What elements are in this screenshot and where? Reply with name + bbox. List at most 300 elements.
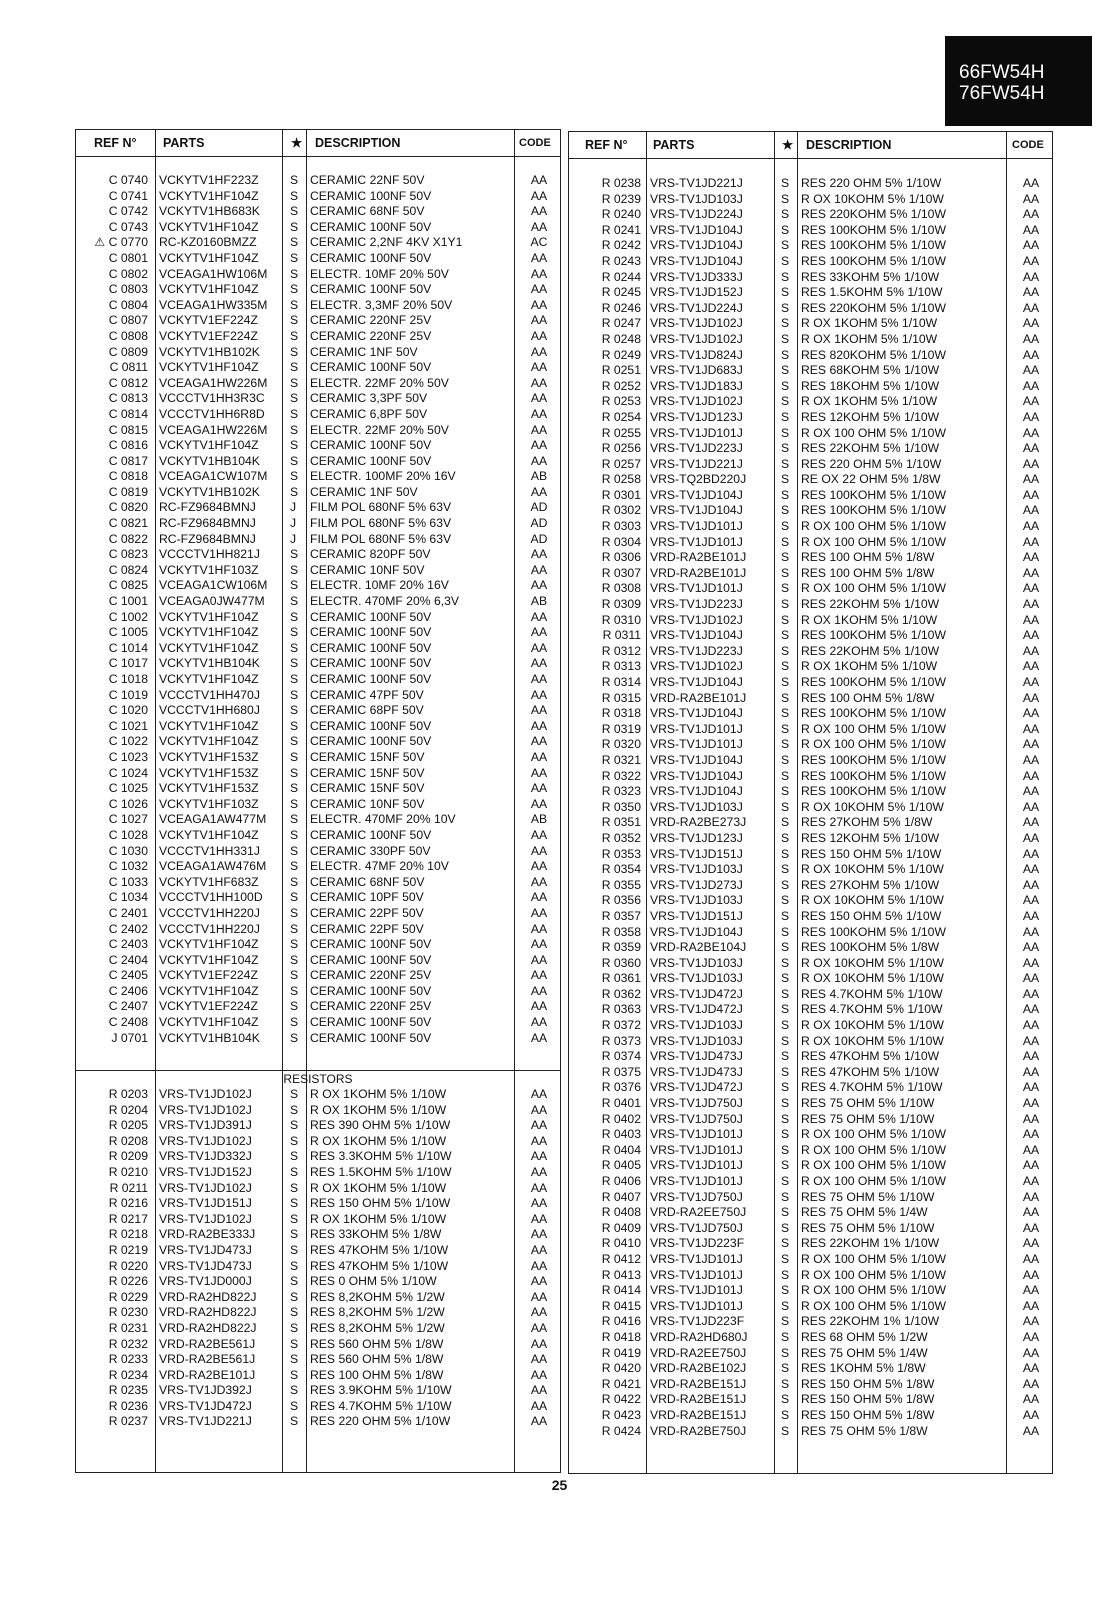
description-cell: RES 100KOHM 5% 1/8W <box>801 940 940 955</box>
part-cell: VRS-TV1JD152J <box>159 1164 252 1179</box>
star-cell: S <box>781 565 790 580</box>
code-cell: AA <box>1022 628 1040 643</box>
part-cell: VRD-RA2BE750J <box>650 1423 747 1438</box>
table-row <box>76 1087 560 1103</box>
code-cell: AA <box>530 188 548 203</box>
table-row <box>76 1134 560 1150</box>
star-cell: S <box>781 1174 790 1188</box>
table-row <box>76 656 560 672</box>
code-cell: AA <box>1022 643 1040 658</box>
star-cell: S <box>781 1407 790 1422</box>
part-cell: VRS-TV1JD223J <box>650 441 743 456</box>
part-cell: VRS-TV1JD102J <box>650 394 743 409</box>
star-cell: S <box>781 1080 790 1095</box>
part-cell: VRD-RA2BE333J <box>159 1227 256 1242</box>
table-row <box>569 1424 1052 1440</box>
description-cell: R OX 100 OHM 5% 1/10W <box>801 534 946 549</box>
part-cell: VCKYTV1EF224Z <box>159 999 258 1014</box>
part-cell: VRD-RA2HD822J <box>159 1320 257 1335</box>
ref-cell: R 0362 <box>601 986 641 1001</box>
code-cell: AA <box>1022 1111 1040 1126</box>
table-row <box>76 797 560 813</box>
code-cell: AA <box>530 937 548 952</box>
part-cell: VRD-RA2BE151J <box>650 1407 747 1422</box>
ref-cell: R 0350 <box>601 799 641 814</box>
part-cell: VRD-RA2HD680J <box>650 1329 748 1344</box>
star-cell: S <box>781 331 790 346</box>
table-row <box>569 1392 1052 1408</box>
ref-cell: C 1028 <box>108 827 148 842</box>
table-row <box>569 316 1052 332</box>
part-cell: VRS-TV1JD472J <box>650 1080 743 1095</box>
ref-cell: R 0218 <box>108 1227 148 1242</box>
code-cell: AA <box>1022 955 1040 970</box>
table-row <box>76 953 560 969</box>
code-cell: AA <box>1022 441 1040 456</box>
description-cell: RES 100KOHM 5% 1/10W <box>801 675 946 689</box>
code-cell: AA <box>1022 363 1040 378</box>
star-cell: S <box>781 238 790 253</box>
code-cell: AA <box>1022 207 1040 222</box>
description-cell: RES 4.7KOHM 5% 1/10W <box>310 1398 452 1413</box>
description-cell: RES 8,2KOHM 5% 1/2W <box>310 1289 445 1304</box>
code-cell: AA <box>530 1196 548 1211</box>
ref-cell: R 0253 <box>601 394 641 409</box>
star-cell: S <box>290 890 299 905</box>
code-cell: AA <box>1022 690 1040 705</box>
ref-cell: R 0255 <box>601 425 641 440</box>
ref-cell: R 0239 <box>601 191 641 206</box>
description-cell: CERAMIC 6,8PF 50V <box>310 406 428 421</box>
ref-cell: C 0811 <box>109 360 148 375</box>
table-row <box>569 519 1052 535</box>
star-cell: S <box>290 640 299 655</box>
ref-cell: R 0374 <box>601 1049 641 1064</box>
star-cell: S <box>781 1298 790 1313</box>
ref-cell: R 0321 <box>601 752 641 767</box>
table-row <box>76 251 560 267</box>
description-cell: RES 1.5KOHM 5% 1/10W <box>801 285 943 300</box>
ref-cell: R 0319 <box>601 721 641 736</box>
code-cell: AA <box>530 718 548 733</box>
ref-cell: R 0237 <box>108 1414 148 1429</box>
code-cell: AA <box>530 328 548 343</box>
star-cell: S <box>781 1189 790 1204</box>
description-cell: R OX 10KOHM 5% 1/10W <box>801 191 944 206</box>
table-row <box>76 407 560 423</box>
code-cell: AA <box>1022 269 1040 284</box>
part-cell: VRS-TV1JD101J <box>650 1174 743 1188</box>
ref-cell: R 0226 <box>108 1274 148 1289</box>
table-row <box>76 1181 560 1197</box>
description-cell: RES 150 OHM 5% 1/8W <box>801 1407 935 1422</box>
header-description: DESCRIPTION <box>806 138 892 152</box>
code-cell: AA <box>1022 1314 1040 1329</box>
ref-cell: R 0311 <box>602 628 641 643</box>
part-cell: VRS-TV1JD104J <box>650 706 743 721</box>
code-cell: AA <box>1022 238 1040 253</box>
description-cell: CERAMIC 100NF 50V <box>310 453 432 468</box>
star-cell: S <box>290 1030 299 1045</box>
table-row <box>569 1034 1052 1050</box>
part-cell: VCKYTV1EF224Z <box>159 328 258 343</box>
part-cell: VCKYTV1HF104Z <box>159 672 259 686</box>
table-row <box>76 641 560 657</box>
part-cell: VRS-TV1JD101J <box>650 425 743 440</box>
part-cell: VCCCTV1HH220J <box>159 921 260 936</box>
code-cell: AA <box>1022 830 1040 845</box>
ref-cell: R 0236 <box>108 1398 148 1413</box>
table-row <box>76 1149 560 1165</box>
code-cell: AA <box>1022 378 1040 393</box>
star-cell: S <box>290 344 299 359</box>
table-row <box>76 922 560 938</box>
description-cell: R OX 1KOHM 5% 1/10W <box>310 1087 447 1101</box>
header-star: ★ <box>782 138 794 152</box>
code-cell: AA <box>530 1383 548 1398</box>
ref-cell: R 0422 <box>601 1392 641 1407</box>
description-cell: R OX 100 OHM 5% 1/10W <box>801 721 946 736</box>
description-cell: RES 220KOHM 5% 1/10W <box>801 207 946 222</box>
table-row <box>76 999 560 1015</box>
header-ref: REF N° <box>585 138 628 152</box>
part-cell: VRS-TV1JD103J <box>650 799 743 814</box>
part-cell: VRS-TV1JD750J <box>650 1096 743 1111</box>
code-cell: AA <box>1022 1376 1040 1391</box>
star-cell: J <box>290 500 297 515</box>
table-row <box>76 532 560 548</box>
table-row <box>569 1096 1052 1112</box>
description-cell: RES 8,2KOHM 5% 1/2W <box>310 1320 445 1335</box>
part-cell: VRD-RA2BE151J <box>650 1392 747 1407</box>
star-cell: S <box>781 394 790 409</box>
part-cell: VRS-TV1JD101J <box>650 1142 743 1157</box>
code-cell: AA <box>1022 581 1040 596</box>
part-cell: VRS-TV1JD473J <box>650 1064 743 1079</box>
star-cell: S <box>781 176 790 190</box>
code-cell: AA <box>1022 1080 1040 1095</box>
description-cell: R OX 100 OHM 5% 1/10W <box>801 519 946 534</box>
part-cell: VRD-RA2EE750J <box>650 1345 747 1360</box>
star-cell: S <box>781 862 790 877</box>
description-cell: R OX 100 OHM 5% 1/10W <box>801 1158 946 1173</box>
description-cell: R OX 10KOHM 5% 1/10W <box>801 799 944 814</box>
code-cell: AA <box>1022 877 1040 892</box>
part-cell: VCKYTV1HF104Z <box>159 827 259 842</box>
ref-cell: R 0243 <box>601 253 641 268</box>
ref-cell: R 0210 <box>108 1164 148 1179</box>
code-cell: AA <box>1022 1361 1040 1376</box>
ref-cell: R 0375 <box>601 1064 641 1079</box>
star-cell: S <box>781 940 790 955</box>
ref-cell: R 0310 <box>601 612 641 627</box>
code-cell: AA <box>1022 285 1040 300</box>
description-cell: RES 150 OHM 5% 1/8W <box>801 1376 935 1391</box>
part-cell: VRS-TV1JD101J <box>650 721 743 736</box>
table-row <box>569 254 1052 270</box>
part-cell: RC-FZ9684BMNJ <box>159 516 256 531</box>
table-row <box>569 1283 1052 1299</box>
description-cell: ELECTR. 470MF 20% 6,3V <box>310 594 460 609</box>
description-cell: CERAMIC 100NF 50V <box>310 952 432 967</box>
star-cell: S <box>781 1423 790 1438</box>
star-cell: S <box>781 690 790 705</box>
ref-cell: R 0247 <box>601 316 641 331</box>
description-cell: RES 560 OHM 5% 1/8W <box>310 1352 444 1367</box>
part-cell: RC-FZ9684BMNJ <box>159 531 256 546</box>
part-cell: VRS-TV1JD104J <box>650 628 743 643</box>
code-cell: AD <box>530 516 548 531</box>
table-row <box>569 238 1052 254</box>
code-cell: AA <box>1022 316 1040 331</box>
star-cell: S <box>781 534 790 549</box>
ref-cell: R 0361 <box>601 971 641 986</box>
star-cell: S <box>781 1376 790 1391</box>
code-cell: AA <box>1022 1142 1040 1157</box>
description-cell: RES 150 OHM 5% 1/10W <box>801 908 942 923</box>
part-cell: VRS-TV1JD221J <box>650 456 743 471</box>
code-cell: AA <box>530 453 548 468</box>
star-cell: S <box>781 207 790 222</box>
description-cell: RES 75 OHM 5% 1/4W <box>801 1205 928 1220</box>
part-cell: VCKYTV1HF104Z <box>159 1015 259 1030</box>
ref-cell: R 0405 <box>601 1158 641 1173</box>
description-cell: R OX 100 OHM 5% 1/10W <box>801 1127 946 1142</box>
table-row <box>569 270 1052 286</box>
ref-cell: R 0322 <box>601 768 641 783</box>
code-cell: AA <box>530 874 548 889</box>
ref-cell: C 2403 <box>108 937 148 952</box>
star-cell: S <box>781 924 790 939</box>
star-cell: S <box>781 1392 790 1407</box>
ref-cell: R 0244 <box>601 269 641 284</box>
code-cell: AA <box>1022 1251 1040 1266</box>
description-cell: CERAMIC 15NF 50V <box>310 765 425 780</box>
ref-cell: C 1022 <box>108 734 148 749</box>
part-cell: VCKYTV1HF104Z <box>159 188 259 203</box>
table-row <box>569 1018 1052 1034</box>
description-cell: RES 68KOHM 5% 1/10W <box>801 363 940 378</box>
description-cell: RES 100KOHM 5% 1/10W <box>801 503 946 518</box>
part-cell: VRS-TV1JD104J <box>650 784 743 799</box>
table-row <box>569 784 1052 800</box>
code-cell: AA <box>1022 425 1040 440</box>
code-cell: AA <box>530 921 548 936</box>
ref-cell: R 0204 <box>108 1102 148 1117</box>
description-cell: R OX 1KOHM 5% 1/10W <box>310 1211 447 1226</box>
code-cell: AA <box>530 547 548 562</box>
part-cell: VRS-TV1JD102J <box>159 1180 252 1195</box>
code-cell: AA <box>530 1352 548 1367</box>
star-cell: S <box>290 734 299 749</box>
ref-cell: R 0423 <box>601 1407 641 1422</box>
star-cell: S <box>290 594 299 609</box>
table-row <box>76 672 560 688</box>
ref-cell: R 0419 <box>601 1345 641 1360</box>
star-cell: S <box>781 581 790 596</box>
part-cell: VCKYTV1HF104Z <box>159 952 259 967</box>
code-cell: AA <box>1022 1096 1040 1111</box>
ref-cell: C 1030 <box>108 843 148 858</box>
description-cell: ELECTR. 3,3MF 20% 50V <box>310 297 453 312</box>
code-cell: AA <box>530 625 548 640</box>
table-row <box>76 1399 560 1415</box>
code-cell: AA <box>530 438 548 453</box>
star-cell: S <box>781 1127 790 1142</box>
part-cell: VRS-TV1JD224J <box>650 207 743 222</box>
description-cell: RES 75 OHM 5% 1/10W <box>801 1111 935 1126</box>
ref-cell: C 2407 <box>108 999 148 1014</box>
description-cell: R OX 100 OHM 5% 1/10W <box>801 1174 946 1188</box>
part-cell: VCEAGA1CW107M <box>159 469 268 484</box>
ref-cell: R 0254 <box>601 409 641 424</box>
description-cell: RES 100KOHM 5% 1/10W <box>801 253 946 268</box>
ref-cell: C 0824 <box>108 562 148 577</box>
star-cell: S <box>781 768 790 783</box>
description-cell: CERAMIC 100NF 50V <box>310 188 432 203</box>
description-cell: RES 820KOHM 5% 1/10W <box>801 347 946 362</box>
part-cell: VCKYTV1HF104Z <box>159 219 259 234</box>
code-cell: AA <box>1022 550 1040 565</box>
code-cell: AA <box>530 484 548 499</box>
table-row <box>76 1118 560 1134</box>
code-cell: AA <box>1022 503 1040 518</box>
description-cell: CERAMIC 100NF 50V <box>310 734 432 749</box>
description-cell: ELECTR. 10MF 20% 50V <box>310 266 449 281</box>
part-cell: VRS-TV1JD000J <box>159 1274 252 1289</box>
description-cell: ELECTR. 100MF 20% 16V <box>310 469 456 484</box>
table-row <box>569 1221 1052 1237</box>
ref-cell: R 0416 <box>601 1314 641 1329</box>
star-cell: S <box>290 1149 299 1164</box>
description-cell: R OX 100 OHM 5% 1/10W <box>801 1298 946 1313</box>
star-cell: S <box>290 765 299 780</box>
description-cell: RES 22KOHM 5% 1/10W <box>801 643 940 658</box>
ref-cell: R 0203 <box>108 1087 148 1101</box>
table-row <box>569 1205 1052 1221</box>
code-cell: AA <box>1022 1049 1040 1064</box>
star-cell: S <box>781 1283 790 1298</box>
table-row <box>76 1337 560 1353</box>
star-cell: S <box>290 796 299 811</box>
part-cell: VCKYTV1HF153Z <box>159 781 259 796</box>
table-row <box>569 1330 1052 1346</box>
header-code: CODE <box>519 137 551 149</box>
code-cell: AA <box>530 640 548 655</box>
code-cell: AA <box>1022 721 1040 736</box>
table-row <box>76 578 560 594</box>
star-cell: S <box>290 1087 299 1101</box>
description-cell: RES 100KOHM 5% 1/10W <box>801 768 946 783</box>
table-row <box>76 220 560 236</box>
code-cell: AB <box>530 812 548 827</box>
code-cell: AA <box>1022 737 1040 752</box>
part-cell: VRS-TV1JD473J <box>159 1242 252 1257</box>
header-star: ★ <box>291 136 303 150</box>
code-cell: AA <box>530 297 548 312</box>
description-cell: RES 220 OHM 5% 1/10W <box>310 1414 451 1429</box>
part-cell: VRS-TV1JD332J <box>159 1149 252 1164</box>
part-cell: VRS-TV1JD123J <box>650 830 743 845</box>
part-cell: VRS-TV1JD151J <box>650 908 743 923</box>
description-cell: RES 27KOHM 5% 1/10W <box>801 877 940 892</box>
part-cell: VRS-TV1JD101J <box>650 519 743 534</box>
table-row <box>76 1103 560 1119</box>
star-cell: S <box>781 253 790 268</box>
part-cell: VCEAGA1AW476M <box>159 859 267 874</box>
star-cell: S <box>290 874 299 889</box>
code-cell: AA <box>1022 1002 1040 1017</box>
code-cell: AA <box>530 562 548 577</box>
code-cell: AA <box>530 843 548 858</box>
code-cell: AA <box>1022 1127 1040 1142</box>
ref-cell: R 0306 <box>601 550 641 565</box>
description-cell: RES 100KOHM 5% 1/10W <box>801 628 946 643</box>
description-cell: R OX 100 OHM 5% 1/10W <box>801 581 946 596</box>
description-cell: RES 47KOHM 5% 1/10W <box>801 1064 940 1079</box>
part-cell: VRS-TV1JD221J <box>159 1414 252 1429</box>
part-cell: VRD-RA2HD822J <box>159 1305 257 1320</box>
star-cell: S <box>781 519 790 534</box>
code-cell: AA <box>530 983 548 998</box>
code-cell: AA <box>1022 1267 1040 1282</box>
code-cell: AA <box>1022 1329 1040 1344</box>
star-cell: S <box>290 1211 299 1226</box>
description-cell: RES 4.7KOHM 5% 1/10W <box>801 1002 943 1017</box>
code-cell: AA <box>530 1102 548 1117</box>
description-cell: RES 100KOHM 5% 1/10W <box>801 784 946 799</box>
parts-table-right <box>568 131 1053 1474</box>
star-cell: S <box>781 784 790 799</box>
ref-cell: C 0825 <box>108 578 148 593</box>
description-cell: R OX 1KOHM 5% 1/10W <box>801 659 938 674</box>
table-row <box>76 173 560 189</box>
ref-cell: R 0303 <box>601 519 641 534</box>
ref-cell: R 0401 <box>601 1096 641 1111</box>
code-cell: AA <box>530 375 548 390</box>
table-row <box>569 581 1052 597</box>
table-row <box>76 688 560 704</box>
description-cell: CERAMIC 1NF 50V <box>310 484 418 499</box>
ref-cell: R 0356 <box>601 893 641 908</box>
ref-cell: R 0424 <box>601 1423 641 1438</box>
part-cell: VRD-RA2BE151J <box>650 1376 747 1391</box>
part-cell: RC-FZ9684BMNJ <box>159 500 256 515</box>
description-cell: RES 27KOHM 5% 1/8W <box>801 815 933 830</box>
star-cell: S <box>290 484 299 499</box>
ref-cell: R 0354 <box>601 862 641 877</box>
description-cell: RES 22KOHM 5% 1/10W <box>801 597 940 612</box>
table-row <box>76 812 560 828</box>
star-cell: S <box>781 1033 790 1048</box>
star-cell: S <box>290 1258 299 1273</box>
part-cell: VRS-TV1JD223F <box>650 1236 745 1251</box>
table-header <box>569 132 1052 159</box>
part-cell: VCKYTV1HF104Z <box>159 438 259 453</box>
description-cell: CERAMIC 10NF 50V <box>310 796 425 811</box>
table-row <box>569 1236 1052 1252</box>
ref-cell: R 0209 <box>108 1149 148 1164</box>
table-row <box>569 940 1052 956</box>
star-cell: S <box>781 456 790 471</box>
ref-cell: R 0408 <box>601 1205 641 1220</box>
part-cell: VCKYTV1HF153Z <box>159 749 259 764</box>
part-cell: VCKYTV1HB104K <box>159 656 260 671</box>
table-row <box>76 610 560 626</box>
table-row <box>76 563 560 579</box>
ref-cell: C 1018 <box>108 672 148 686</box>
description-cell: ELECTR. 22MF 20% 50V <box>310 422 449 437</box>
